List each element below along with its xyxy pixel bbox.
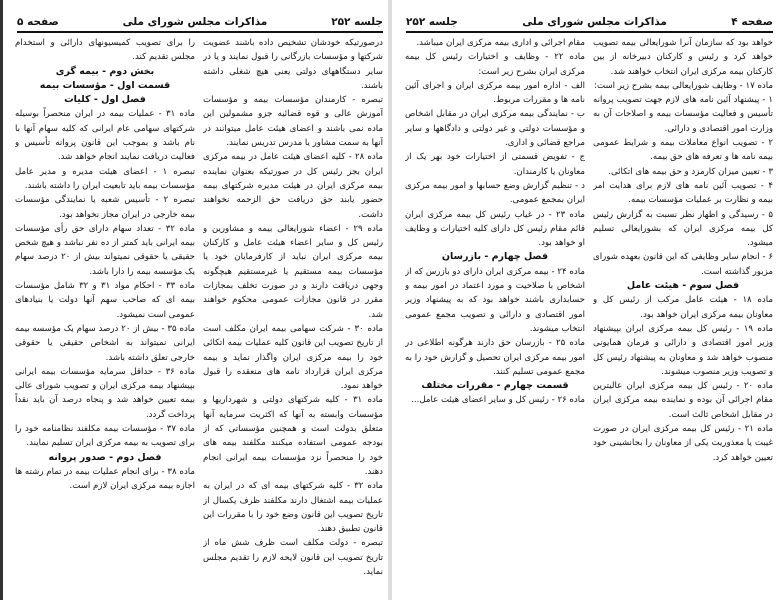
paragraph: ماده ۳۸ - برای انجام عملیات بیمه در تمام رشته ها اجازه بیمه مرکزی ایران لازم است. — [15, 466, 195, 492]
page-header — [406, 14, 773, 30]
page-number: صفحه ۴ — [731, 16, 773, 28]
section-heading: قسمت چهارم - مقررات مختلف — [421, 380, 569, 392]
section-heading: فصل چهارم - بازرسان — [441, 251, 549, 263]
paragraph: ماده ۲۱ - رئیس کل بیمه مرکزی ایران در صورت غیبت یا معذوریت یکی از معاونان را بجانشینی خود تعیین خواهد کرد. — [593, 424, 773, 463]
paragraph: ماده ۲۶ - رئیس کل و سایر اعضای هیئت عامل... — [411, 395, 585, 406]
text-column-right — [593, 36, 773, 596]
paragraph: ۶ - انجام سایر وظایفی که این قانون بعهده شورای مزبور گذاشته است. — [593, 252, 773, 277]
section-heading: بخش دوم - بیمه گری — [55, 65, 155, 77]
paragraph: ماده ۲۸ - کلیه اعضای هیئت عامل در بیمه مرکزی ایران بجز رئیس کل در صورتیکه بعنوان نماینده بیمه مرکزی ایران در هیئت مدیره شرکتهای بیمه حضور یابند حق دریافت حق الزحمه نخواهند داشت. — [203, 152, 383, 220]
paragraph: ۳ - تعیین میزان کارمزد و حق بیمه های اتکائی. — [608, 166, 773, 177]
running-title: مذاکرات مجلس شورای ملی — [122, 16, 268, 28]
paragraph: ماده ۳۲ - کلیه شرکتهای بیمه ای که در ایران به عملیات بیمه اشتغال دارند مکلفند ظرف یکسال از تاریخ تصویب این قانون وضع خود را با مقررات این قانون تطبیق دهند. — [203, 481, 383, 535]
right-page — [392, 0, 781, 600]
section-heading: فصل دوم - صدور پروانه — [48, 451, 162, 463]
paragraph: ماده ۳۱ - عملیات بیمه در ایران منحصراً بوسیله شرکتهای سهامی عام ایرانی که کلیه سهام آنها با نام باشد و بموجب این قانون پروانه تأسیس و فعالیت دریافت نمایند انجام خواهد شد. — [15, 109, 195, 163]
paragraph: تبصره ۲ - تأسیس شعبه یا نمایندگی مؤسسات بیمه خارجی در ایران مجاز نخواهد بود. — [15, 195, 195, 220]
paragraph: درصورتیکه خودشان تشخیص داده باشند عضویت شرکتها و مؤسسات بازرگانی را قبول نمایند و یا در سایر دستگاههای دولتی یعنی هیچ شغلی داشته باشند. — [203, 38, 383, 91]
paragraph: ماده ۲۳ - در غیاب رئیس کل بیمه مرکزی ایران قائم مقام رئیس کل دارای کلیه اختیارات و وظایف او خواهد بود. — [405, 209, 585, 249]
paragraph: ۴ - تصویب آئین نامه های لازم برای هدایت امر بیمه و نظارت بر عملیات مؤسسات بیمه. — [593, 180, 773, 206]
paragraph: ماده ۳۶ - حداقل سرمایه مؤسسات بیمه ایرانی بپیشنهاد بیمه مرکزی ایران و تصویب شورای عالی بیمه تعیین خواهد شد و پنجاه درصد آن باید نقداً پرداخت گردد. — [15, 366, 195, 420]
text-column-right — [203, 36, 383, 596]
text-column-left — [405, 36, 585, 596]
paragraph: ماده ۱۸ - هیئت عامل مرکب از رئیس کل و معاونان بیمه مرکزی ایران خواهد بود. — [593, 295, 773, 320]
session-number: جلسه ۲۵۲ — [331, 16, 383, 28]
paragraph: ماده ۳۲ - تعداد سهام دارای حق رأی مؤسسات بیمه ایرانی باید کمتر از ده نفر نباشد و هیچ شخص حقیقی یا حقوقی نمیتواند بیش از ۲۰ درصد سهام یک مؤسسه بیمه را دارا باشد. — [15, 223, 195, 277]
paragraph: ۵ - رسیدگی و اظهار نظر نسبت به گزارش رئیس کل بیمه مرکزی ایران که بشورایعالی تسلیم میشود. — [593, 209, 773, 249]
text-column-left — [15, 36, 195, 596]
paragraph: ۱ - پیشنهاد آئین نامه های لازم جهت تصویب پروانه تأسیس و فعالیت مؤسسات بیمه و اصلاحات آن به وزارت امور اقتصادی و دارائی. — [593, 95, 773, 134]
paragraph: ماده ۳۰ - شرکت سهامی بیمه ایران مکلف است از تاریخ تصویب این قانون کلیه عملیات بیمه اتکائی خود را بیمه مرکزی ایران واگذار نماید و بیمه مرکزی ایران قرارداد نامه های منعقده را قبول خواهد نمود. — [203, 323, 383, 392]
paragraph: ماده ۳۱ - کلیه شرکتهای دولتی و شهرداریها و مؤسسات وابسته به آنها که اکثریت سرمایه آنها متعلق بدولت است و همچنین مؤسساتی که از بودجه عمومی استفاده میکنند مکلفند بیمه های خود را منحصراً نزد مؤسسات بیمه ایرانی انجام دهند. — [203, 395, 383, 477]
paragraph: تبصره - کارمندان مؤسسات بیمه و مؤسسات آموزش عالی و قوه قضائیه جزو مشمولین این ماده نمی باشند و اعضای هیئت عامل میتوانند در آنها به سمت مشاور یا مدرس تدریس نمایند. — [203, 95, 383, 149]
paragraph: ماده ۲۲ - وظایف و اختیارات رئیس کل بیمه مرکزی ایران بشرح زیر است: — [405, 52, 585, 77]
header-rule — [406, 31, 773, 33]
paragraph: ماده ۱۹ - رئیس کل بیمه مرکزی ایران بپیشنهاد وزیر امور اقتصادی و دارائی و فرمان همایونی منصوب خواهد شد و معاونان به پیشنهاد رئیس کل و تصویب وزیر منصوب میشوند. — [593, 323, 773, 377]
paragraph: را برای تصویب کمیسیونهای دارائی و استخدام مجلس تقدیم کند. — [15, 38, 195, 63]
paragraph: تبصره ۱ - اعضای هیئت مدیره و مدیر عامل مؤسسات بیمه باید تابعیت ایران را داشته باشند. — [15, 166, 195, 191]
section-heading: فصل سوم - هیئت عامل — [626, 280, 740, 292]
paragraph: ماده ۲۹ - اعضاء شورایعالی بیمه و مشاورین و رئیس کل و سایر اعضاء هیئت عامل و کارکنان بیمه مرکزی ایران نباید از کارفرمایان خود یا مؤسسات بیمه مستقیم یا غیرمستقیم هیچگونه وجهی دریافت دارند و در صورت تخلف بمجازات مقرر در قانون مجازات عمومی محکوم خواهند شد. — [203, 223, 383, 320]
paragraph: مقام اجرائی و اداری بیمه مرکزی ایران میباشد. — [416, 38, 585, 48]
paragraph: خواهد بود که سازمان آنرا شورایعالی بیمه تصویب خواهد کرد و رئیس و کارکنان دبیرخانه از بین کارکنان بیمه مرکزی ایران انتخاب خواهند شد. — [593, 38, 773, 77]
session-number: جلسه ۲۵۲ — [406, 16, 458, 28]
paragraph: ماده ۲۰ - رئیس کل بیمه مرکزی ایران عالیترین مقام اجرائی آن بوده و نماینده بیمه مرکزی ایران در مقابل اشخاص ثالث است. — [593, 381, 773, 420]
header-rule — [17, 31, 383, 33]
page-number: صفحه ۵ — [17, 16, 59, 28]
paragraph: ماده ۳۳ - احکام مواد ۳۱ و ۳۲ شامل مؤسسات بیمه ای که صاحب سهم آنها دولت یا بنیادهای عمومی است نمیشود. — [15, 281, 195, 320]
paragraph: الف - اداره امور بیمه مرکزی ایران و اجرای آئین نامه ها و مقررات مربوط. — [405, 80, 585, 106]
section-heading: فصل اول - کلیات — [64, 94, 146, 106]
paragraph: د - تنظیم گزارش وضع حسابها و امور بیمه مرکزی ایران بمجمع عمومی. — [405, 180, 585, 206]
paragraph: ج - تفویض قسمتی از اختیارات خود بهر یک از معاونان یا کارمندان. — [405, 152, 585, 177]
paragraph: ماده ۳۵ - بیش از ۲۰ درصد سهام یک مؤسسه بیمه ایرانی نمیتواند به اشخاص حقیقی یا حقوقی خارجی تعلق داشته باشد. — [15, 323, 195, 363]
paragraph: ب - نمایندگی بیمه مرکزی ایران در مقابل اشخاص و مؤسسات دولتی و غیر دولتی و دادگاهها و سایر مراجع قضائی و اداری. — [405, 109, 585, 149]
paragraph: ۲ - تصویب انواع معاملات بیمه و شرایط عمومی بیمه نامه ها و تعرفه های حق بیمه. — [593, 138, 773, 163]
page-header — [17, 14, 383, 30]
paragraph: ماده ۲۴ - بیمه مرکزی ایران دارای دو بازرس که از اشخاص با صلاحیت و مورد اعتماد در امور بیمه و حسابداری باشند خواهد بود که به پیشنهاد وزیر امور اقتصادی و دارائی و تصویب مجمع عمومی انتخاب میشوند. — [405, 266, 585, 334]
paragraph: تبصره - دولت مکلف است ظرف شش ماه از تاریخ تصویب این قانون لایحه لازم را تقدیم مجلس نماید. — [203, 538, 383, 577]
running-title: مذاکرات مجلس شورای ملی — [522, 16, 667, 28]
paragraph: ماده ۲۵ - بازرسان حق دارند هرگونه اطلاعی در امور بیمه مرکزی ایران تحصیل و گزارش خود را به مجمع عمومی تسلیم کنند. — [405, 338, 585, 377]
section-heading: قسمت اول - مؤسسات بیمه — [39, 79, 171, 91]
paragraph: ماده ۱۷ - وظایف شورایعالی بیمه بشرح زیر است: — [594, 80, 773, 91]
paragraph: ماده ۳۷ - مؤسسات بیمه مکلفند نظامنامه خود را برای تصویب به بیمه مرکزی ایران تسلیم نمایند. — [15, 424, 195, 449]
